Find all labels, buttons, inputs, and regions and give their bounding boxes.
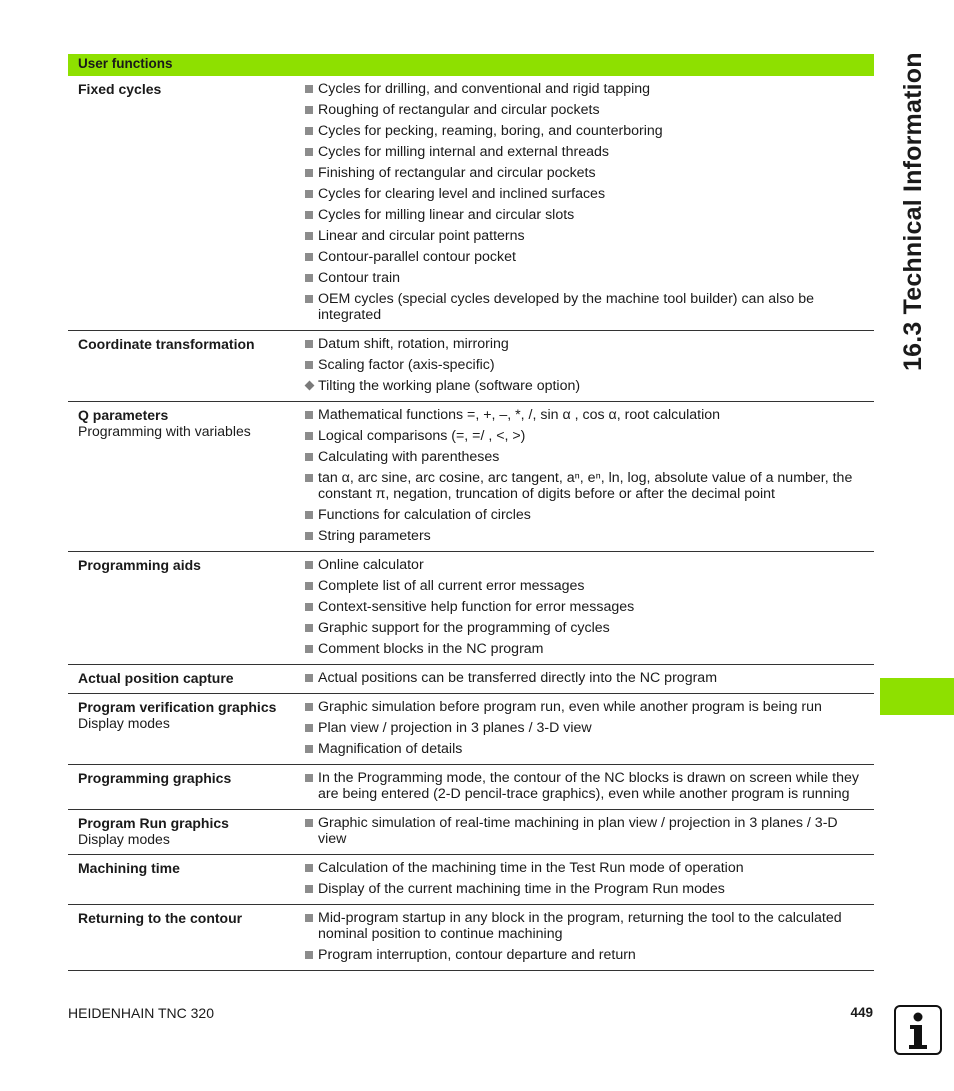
table-row [68, 331, 874, 402]
list-item [305, 770, 866, 802]
item-text: Complete list of all current error messages [318, 578, 585, 594]
row-label: Q parameters [78, 407, 169, 423]
item-text: Display of the current machining time in the Program Run modes [318, 881, 725, 897]
list-item [305, 641, 866, 657]
page-number: 449 [850, 1005, 873, 1020]
square-bullet-icon [305, 253, 313, 261]
square-bullet-icon [305, 511, 313, 519]
square-bullet-icon [305, 169, 313, 177]
square-bullet-icon [305, 532, 313, 540]
table-row [68, 552, 874, 665]
row-items [305, 336, 874, 394]
item-text: Cycles for milling internal and external threads [318, 144, 609, 160]
list-item [305, 860, 866, 876]
item-text: Cycles for milling linear and circular slots [318, 207, 575, 223]
item-text: OEM cycles (special cycles developed by the machine tool builder) can also be integrated [318, 291, 815, 323]
square-bullet-icon [305, 624, 313, 632]
item-text: Functions for calculation of circles [318, 507, 531, 523]
square-bullet-icon [305, 274, 313, 282]
list-item [305, 249, 866, 265]
row-items [305, 557, 874, 657]
list-item [305, 741, 866, 757]
item-text: Contour train [318, 270, 401, 286]
square-bullet-icon [305, 674, 313, 682]
row-label-cell [68, 336, 305, 394]
item-text: Calculation of the machining time in the Test Run mode of operation [318, 860, 744, 876]
row-label: Coordinate transformation [78, 336, 255, 352]
square-bullet-icon [305, 561, 313, 569]
square-bullet-icon [305, 582, 313, 590]
square-bullet-icon [305, 127, 313, 135]
list-item [305, 336, 866, 352]
square-bullet-icon [305, 340, 313, 348]
diamond-bullet-icon [305, 381, 315, 391]
square-bullet-icon [305, 864, 313, 872]
square-bullet-icon [305, 232, 313, 240]
table-row [68, 402, 874, 552]
list-item [305, 881, 866, 897]
square-bullet-icon [305, 411, 313, 419]
row-label: Program Run graphics [78, 815, 229, 831]
square-bullet-icon [305, 148, 313, 156]
square-bullet-icon [305, 774, 313, 782]
square-bullet-icon [305, 645, 313, 653]
row-label-cell [68, 557, 305, 657]
item-text: Finishing of rectangular and circular pockets [318, 165, 596, 181]
table-row [68, 76, 874, 331]
item-text: Contour-parallel contour pocket [318, 249, 516, 265]
square-bullet-icon [305, 703, 313, 711]
row-items [305, 407, 874, 544]
list-item [305, 910, 866, 942]
row-label: Programming aids [78, 557, 201, 573]
list-item [305, 228, 866, 244]
list-item [305, 270, 866, 286]
square-bullet-icon [305, 295, 313, 303]
list-item [305, 507, 866, 523]
item-text: Context-sensitive help function for error messages [318, 599, 635, 615]
square-bullet-icon [305, 474, 313, 482]
item-text: Calculating with parentheses [318, 449, 500, 465]
list-item [305, 578, 866, 594]
list-item [305, 599, 866, 615]
row-label-cell [68, 81, 305, 323]
info-icon [894, 1005, 942, 1055]
table-row [68, 665, 874, 694]
row-label-cell [68, 910, 305, 963]
item-text: Tilting the working plane (software option) [318, 378, 581, 394]
list-item [305, 378, 866, 394]
list-item [305, 699, 866, 715]
item-text: Plan view / projection in 3 planes / 3-D view [318, 720, 592, 736]
row-items [305, 81, 874, 323]
row-sublabel: Programming with variables [78, 423, 251, 439]
row-label: Program verification graphics [78, 699, 277, 715]
item-text: Program interruption, contour departure and return [318, 947, 636, 963]
list-item [305, 470, 866, 502]
row-label: Fixed cycles [78, 81, 162, 97]
row-label: Returning to the contour [78, 910, 243, 926]
item-text: Graphic support for the programming of cycles [318, 620, 610, 636]
row-sublabel: Display modes [78, 715, 170, 731]
list-item [305, 670, 866, 686]
item-text: Magnification of details [318, 741, 463, 757]
list-item [305, 207, 866, 223]
item-text: tan α, arc sine, arc cosine, arc tangent, aⁿ, eⁿ, ln, log, absolute value of a number, the constant π, negation, truncation of digits before or after the decimal point [318, 470, 853, 502]
list-item [305, 165, 866, 181]
square-bullet-icon [305, 603, 313, 611]
list-item [305, 81, 866, 97]
item-text: Mathematical functions =, +, –, *, /, sin α , cos α, root calculation [318, 407, 721, 423]
chapter-side-title: 16.3 Technical Information [899, 52, 927, 371]
list-item [305, 144, 866, 160]
item-text: In the Programming mode, the contour of the NC blocks is drawn on screen while they are being entered (2-D pencil-trace graphics), even while another program is running [318, 770, 859, 802]
row-label: Machining time [78, 860, 180, 876]
square-bullet-icon [305, 951, 313, 959]
table-row [68, 855, 874, 905]
item-text: Linear and circular point patterns [318, 228, 525, 244]
footer-product-name: HEIDENHAIN TNC 320 [68, 1005, 215, 1021]
table-row [68, 765, 874, 810]
item-text: Comment blocks in the NC program [318, 641, 544, 657]
item-text: Cycles for clearing level and inclined surfaces [318, 186, 606, 202]
item-text: Cycles for pecking, reaming, boring, and counterboring [318, 123, 663, 139]
square-bullet-icon [305, 432, 313, 440]
square-bullet-icon [305, 819, 313, 827]
row-label-cell [68, 670, 305, 686]
list-item [305, 291, 866, 323]
item-text: Actual positions can be transferred directly into the NC program [318, 670, 718, 686]
row-items [305, 670, 874, 686]
square-bullet-icon [305, 106, 313, 114]
square-bullet-icon [305, 453, 313, 461]
list-item [305, 947, 866, 963]
list-item [305, 123, 866, 139]
square-bullet-icon [305, 914, 313, 922]
list-item [305, 620, 866, 636]
item-text: Mid-program startup in any block in the program, returning the tool to the calculated nominal position to continue machining [318, 910, 842, 942]
list-item [305, 102, 866, 118]
item-text: Scaling factor (axis-specific) [318, 357, 495, 373]
chapter-tab-marker [880, 678, 954, 715]
list-item [305, 186, 866, 202]
square-bullet-icon [305, 885, 313, 893]
square-bullet-icon [305, 190, 313, 198]
list-item [305, 720, 866, 736]
item-text: Cycles for drilling, and conventional and rigid tapping [318, 81, 651, 97]
list-item [305, 557, 866, 573]
row-sublabel: Display modes [78, 831, 170, 847]
item-text: Graphic simulation of real-time machining in plan view / projection in 3 planes / 3-D view [318, 815, 838, 847]
table-header: User functions [68, 54, 874, 76]
row-label-cell [68, 407, 305, 544]
item-text: Datum shift, rotation, mirroring [318, 336, 509, 352]
list-item [305, 428, 866, 444]
row-label: Actual position capture [78, 670, 234, 686]
row-items [305, 910, 874, 963]
item-text: Online calculator [318, 557, 424, 573]
item-text: Roughing of rectangular and circular pockets [318, 102, 600, 118]
list-item [305, 357, 866, 373]
row-label-cell [68, 815, 305, 847]
list-item [305, 449, 866, 465]
table-row [68, 694, 874, 765]
row-label-cell [68, 860, 305, 897]
row-label: Programming graphics [78, 770, 232, 786]
table-row [68, 810, 874, 855]
square-bullet-icon [305, 211, 313, 219]
row-items [305, 770, 874, 802]
item-text: String parameters [318, 528, 431, 544]
square-bullet-icon [305, 361, 313, 369]
item-text: Graphic simulation before program run, even while another program is being run [318, 699, 822, 715]
user-functions-table [68, 54, 874, 971]
list-item [305, 815, 866, 847]
row-items [305, 860, 874, 897]
row-label-cell [68, 699, 305, 757]
row-items [305, 699, 874, 757]
table-row [68, 905, 874, 971]
list-item [305, 407, 866, 423]
square-bullet-icon [305, 724, 313, 732]
list-item [305, 528, 866, 544]
item-text: Logical comparisons (=, =/ , <, >) [318, 428, 526, 444]
row-label-cell [68, 770, 305, 802]
row-items [305, 815, 874, 847]
square-bullet-icon [305, 745, 313, 753]
square-bullet-icon [305, 85, 313, 93]
